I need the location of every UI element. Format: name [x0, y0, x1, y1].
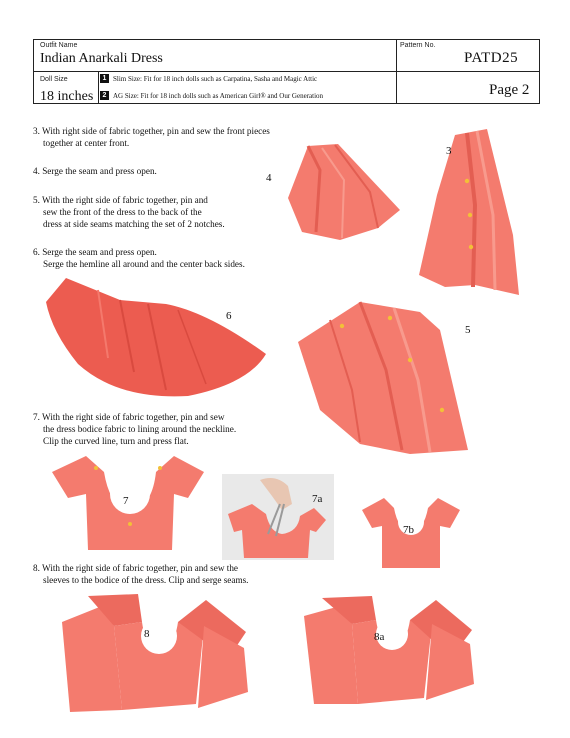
header-divider	[396, 40, 397, 103]
size-description: Slim Size: Fit for 18 inch dolls such as Carpatina, Sasha and Magic Attic	[113, 74, 318, 83]
doll-size: 18 inches	[40, 89, 94, 104]
step-line: the dress bodice fabric to lining around the neckline.	[43, 424, 237, 434]
figure-label-5: 5	[465, 324, 471, 336]
figure-label-7: 7	[123, 495, 129, 507]
figure-label-8a: 8a	[374, 631, 385, 643]
step-line: sleeves to the bodice of the dress. Clip and serge seams.	[43, 575, 249, 585]
step-6	[33, 246, 245, 270]
step-line: 7. With the right side of fabric together, pin and sew	[33, 412, 225, 422]
step-4	[33, 165, 157, 177]
step-line: 6. Serge the seam and press open.	[33, 247, 157, 257]
figure-8a-serged-seams	[300, 594, 480, 708]
step-3	[33, 125, 270, 149]
step-line: 5. With the right side of fabric together, pin and	[33, 195, 208, 205]
figure-label-7a: 7a	[312, 493, 323, 505]
figure-label-8: 8	[144, 628, 150, 640]
step-line: together at center front.	[43, 138, 130, 148]
step-7	[33, 411, 236, 447]
outfit-name-label: Outfit Name	[40, 42, 78, 49]
figure-label-7b: 7b	[403, 524, 414, 536]
figure-8-sleeves-sewn	[58, 592, 254, 714]
figure-7a-clip-neckline	[222, 474, 334, 560]
figure-label-4: 4	[266, 172, 272, 184]
step-line: 8. With the right side of fabric together, pin and sew the	[33, 563, 238, 573]
figure-label-6: 6	[226, 310, 232, 322]
figure-5-side-seams	[290, 290, 480, 460]
figure-6-circle-skirt	[38, 272, 270, 402]
pattern-number: PATD25	[464, 50, 519, 66]
figure-3-sewn-front	[415, 125, 525, 300]
pattern-no-label: Pattern No.	[400, 42, 436, 49]
size-option-ag	[100, 91, 323, 100]
step-8	[33, 562, 248, 586]
size-number-badge: 2	[100, 91, 109, 100]
size-option-slim	[100, 74, 317, 83]
step-line: dress at side seams matching the set of 2 notches.	[43, 219, 225, 229]
step-line: Clip the curved line, turn and press flat.	[43, 436, 189, 446]
doll-size-label: Doll Size	[40, 76, 68, 83]
step-line: 4. Serge the seam and press open.	[33, 166, 157, 176]
pattern-header	[33, 39, 540, 104]
figure-label-3: 3	[446, 145, 452, 157]
step-5	[33, 194, 225, 230]
header-divider	[34, 71, 539, 72]
header-divider	[98, 71, 99, 103]
outfit-name: Indian Anarkali Dress	[40, 51, 163, 66]
size-description: AG Size: Fit for 18 inch dolls such as American Girl® and Our Generation	[113, 91, 324, 100]
figure-4-skirt-front	[280, 140, 410, 250]
step-line: 3. With right side of fabric together, pin and sew the front pieces	[33, 126, 270, 136]
page-number: Page 2	[489, 82, 530, 98]
step-line: sew the front of the dress to the back of the	[43, 207, 202, 217]
size-number-badge: 1	[100, 74, 109, 83]
step-line: Serge the hemline all around and the center back sides.	[43, 259, 245, 269]
